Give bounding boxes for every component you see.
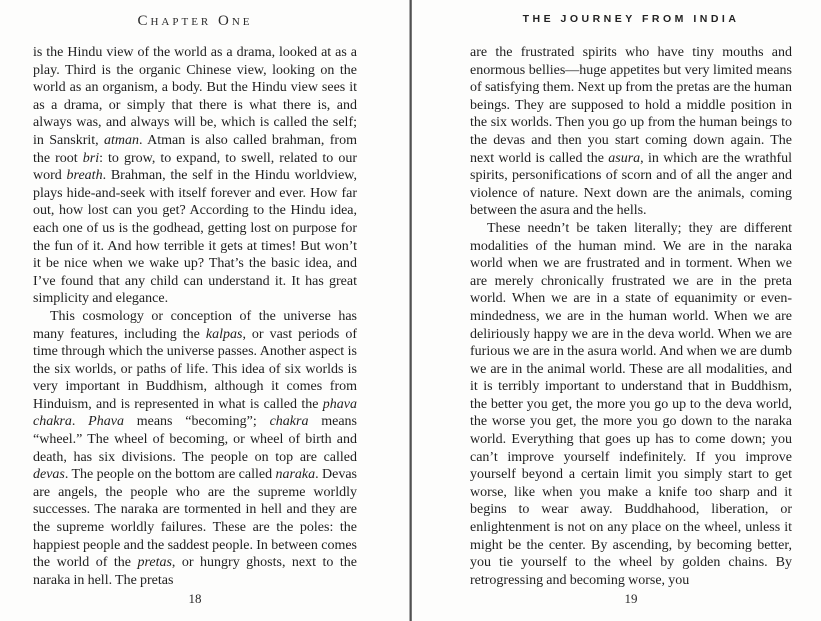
page-left xyxy=(0,0,409,621)
paragraph: These needn’t be taken literally; they are different modalities of the human mind. We are in the naraka world when we are frustrated and in torment. When we are merely chronically frustrated we are in the preta world. When we are in a state of equanimity or even-mindedness, we are in the human world. When we are deliriously happy we are in the deva world. When we are furious we are in the asura world. And when we are dumb we are in the animal world. These are all modalities, and it is terribly important to understand that in Buddhism, the better you get, the more you go up to the deva world, the worse you get, the more you go down to the naraka world. Everything that goes up has to come down; you can’t improve yourself indefinitely. If you improve yourself beyond a certain limit you simply start to get worse, like when you make a knife too sharp and it begins to wear away. Buddhahood, liberation, or enlightenment is not on any place on the wheel, unless it might be the center. By ascending, by becoming better, you tie yourself to the wheel by golden chains. By retrogressing and becoming worse, you xyxy=(470,220,792,588)
paragraph: This cosmology or conception of the universe has many features, including the kalpas, or vast periods of time through which the universe passes. Another aspect is the six worlds, or paths of life. This idea of six worlds is very important in Buddhism, although it comes from Hinduism, and is represented in what is called the phava chakra. Phava means “becoming”; chakra means “wheel.” The wheel of becoming, or wheel of birth and death, has six divisions. The people on top are called devas. The people on the bottom are called naraka. Devas are angels, the people who are the supreme worldly successes. The naraka are tormented in hell and they are the supreme worldly failures. These are the poles: the happiest people and the saddest people. In between comes the world of the pretas, or hungry ghosts, next to the naraka in hell. The pretas xyxy=(33,308,357,588)
paragraph: is the Hindu view of the world as a drama, looked at as a play. Third is the organic Chinese view, looking on the world as an organism, a body. But the Hindu view sees it as a drama, or simply that there is what there is, and always was, and always will be, which is called the self; in Sanskrit, atman. Atman is also called brahman, from the root bri: to grow, to expand, to swell, related to our word breath. Brahman, the self in the Hindu worldview, plays hide-and-seek with itself forever and ever. How far out, how lost can you get? According to the Hindu idea, each one of us is the godhead, getting lost on purpose for the fun of it. And how terrible it gets at times! But won’t it be nice when we wake up? That’s the basic idea, and I’ve found that any child can understand it. It has great simplicity and elegance. xyxy=(33,45,357,307)
page-number-left: 18 xyxy=(188,591,202,606)
running-head-chapter: Chapter One xyxy=(137,13,253,29)
running-head-book-title: THE JOURNEY FROM INDIA xyxy=(522,13,740,25)
page-right-text-block xyxy=(470,44,792,592)
page-right xyxy=(412,0,821,621)
page-number-right: 19 xyxy=(624,591,638,606)
page-left-text-block xyxy=(33,44,357,592)
paragraph: are the frustrated spirits who have tiny mouths and enormous bellies—huge appetites but very limited means of satisfying them. Next up from the pretas are the human beings. They are supposed to hold a middle position in the six worlds. Then you go up from the human beings to the devas and then you start coming down again. The next world is called the asura, in which are the wrathful spirits, personifications of scorn and of all the anger and violence of nature. Next down are the animals, coming between the asura and the hells. xyxy=(470,45,792,219)
